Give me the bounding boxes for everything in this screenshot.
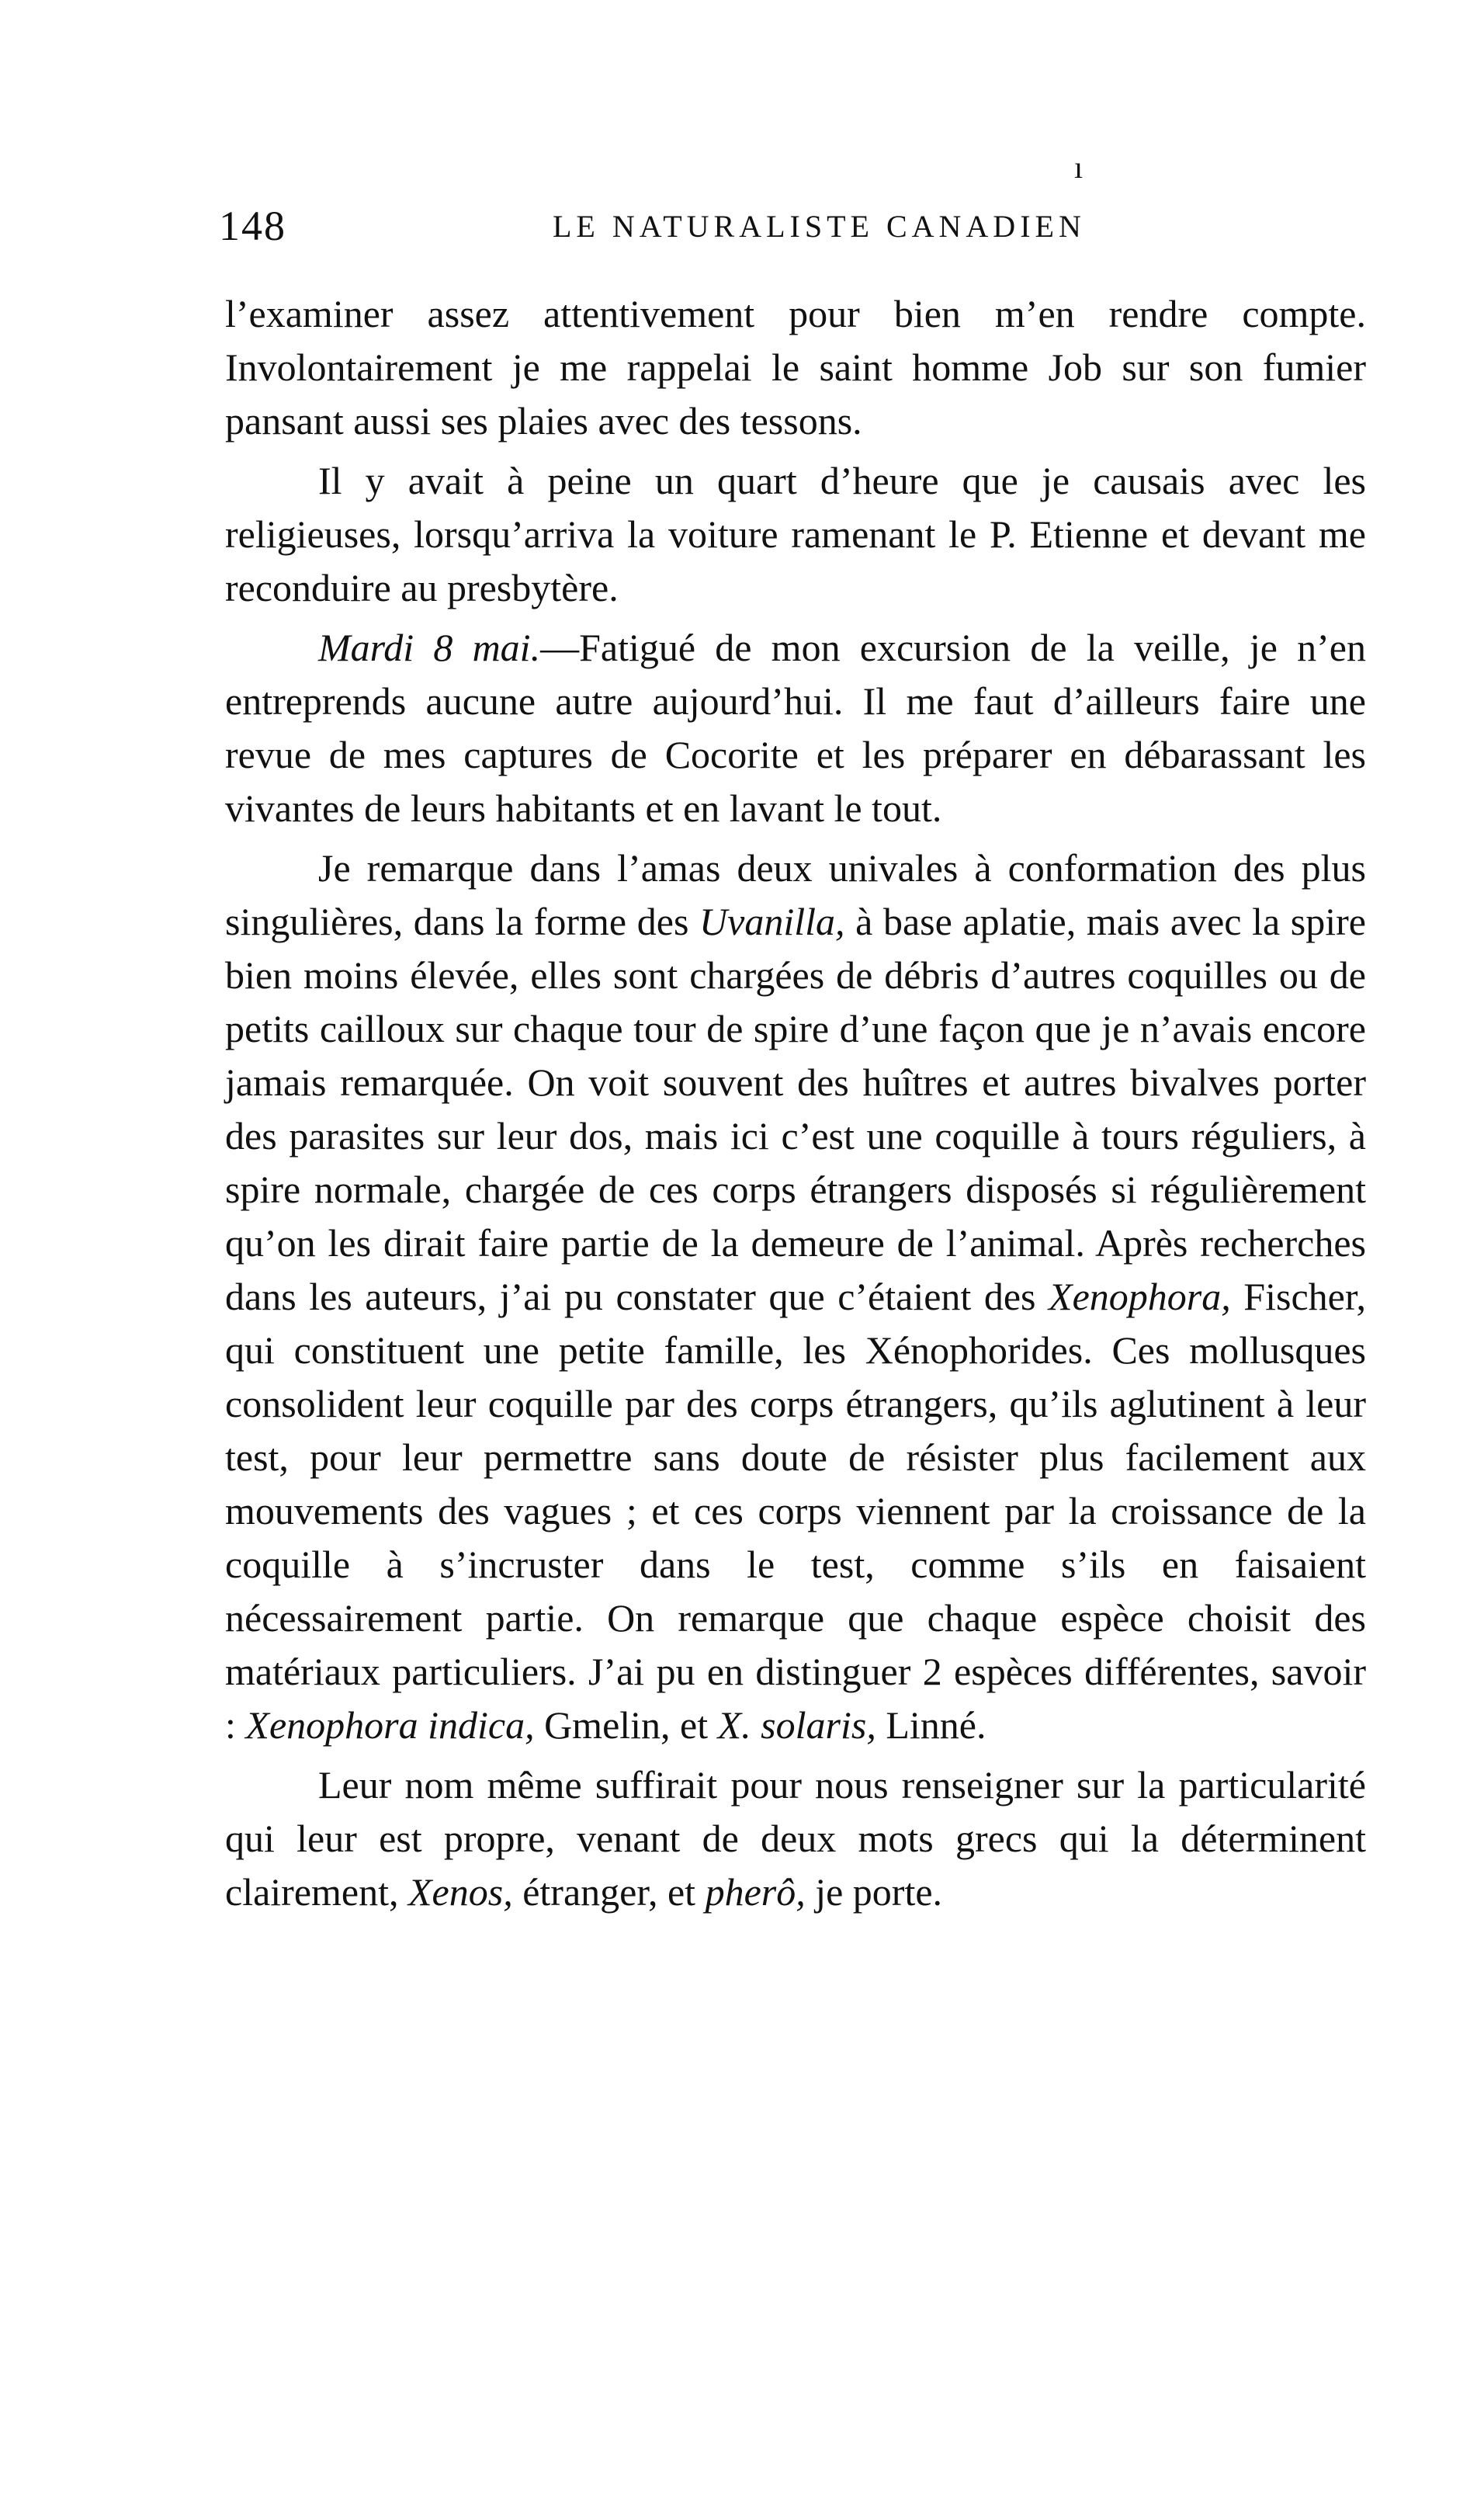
paragraph-3 [225,621,1366,835]
taxon-name: Xenophora, [1049,1275,1231,1318]
taxon-name: Uvanilla, [699,900,845,943]
date-heading: Mardi 8 mai. [318,626,541,669]
running-head: LE NATURALISTE CANADIEN [553,209,1086,244]
taxon-name: X. solaris, [717,1703,876,1747]
paragraph-text: l’examiner assez attentivement pour bien m’en rendre compte. Involontairement je me rappelai le saint homme Job sur son fumier pansant aussi ses plaies avec des tessons. [225,292,1366,443]
paragraph-text: Linné. [875,1703,986,1747]
paragraph-4 [225,842,1366,1752]
paragraph-text: Il y avait à peine un quart d’heure que je causais avec les religieuses, lorsqu’arriva la voiture ramenant le P. Etienne et devant me reconduire au presbytère. [225,459,1366,609]
paragraph-text: Gmelin, et [534,1703,718,1747]
greek-word: pherô, [705,1870,806,1914]
paragraph-2 [225,454,1366,615]
greek-word: Xenos, [408,1870,513,1914]
paragraph-text: étranger, et [512,1870,706,1914]
paragraph-1 [225,287,1366,448]
page-header [219,202,1344,264]
print-speck: ı [1074,150,1084,185]
paragraph-text: à base aplatie, mais avec la spire bien moins élevée, elles sont chargées de débris d’autres coquilles ou de petits cailloux sur chaque tour de spire d’une façon que je n’avais encore jamais remarquée. On voit souvent des huîtres et autres bivalves porter des parasites sur leur dos, mais ici c’est une coquille à tours réguliers, à spire normale, chargée de ces corps étrangers disposés si régulièrement qu’on les dirait faire partie de la demeure de l’animal. Après recherches dans les auteurs, j’ai pu constater que c’étaient des [225,900,1366,1318]
paragraph-text: Je remarque dans l’amas deux univales à conformation des plus singulières, dans la forme des [225,846,1366,943]
paragraph-5 [225,1758,1366,1919]
paragraph-text: je porte. [805,1870,943,1914]
page-number: 148 [219,203,286,249]
paragraph-text: Fischer, qui constituent une petite famille, les Xénophorides. Ces mollusques consolident leur coquille par des corps étrangers, qu’ils aglutinent à leur test, pour leur permettre sans doute de résister plus facilement aux mouvements des vagues ; et ces corps viennent par la croissance de la coquille à s’incruster dans le test, comme s’ils en faisaient nécessairement partie. On remarque que chaque espèce choisit des matériaux particuliers. J’ai pu en distinguer 2 espèces différentes, savoir : [225,1275,1366,1747]
body-text [225,287,1366,1919]
paragraph-text: —Fatigué de mon excursion de la veille, je n’en entreprends aucune autre aujourd’hui. Il me faut d’ailleurs faire une revue de mes captures de Cocorite et les préparer en débarassant les vivantes de leurs habitants et en lavant le tout. [225,626,1366,830]
paragraph-text: Leur nom même suffirait pour nous renseigner sur la particularité qui leur est propre, venant de deux mots grecs qui la déterminent clairement, [225,1763,1366,1914]
taxon-name: Xenophora indica, [245,1703,535,1747]
